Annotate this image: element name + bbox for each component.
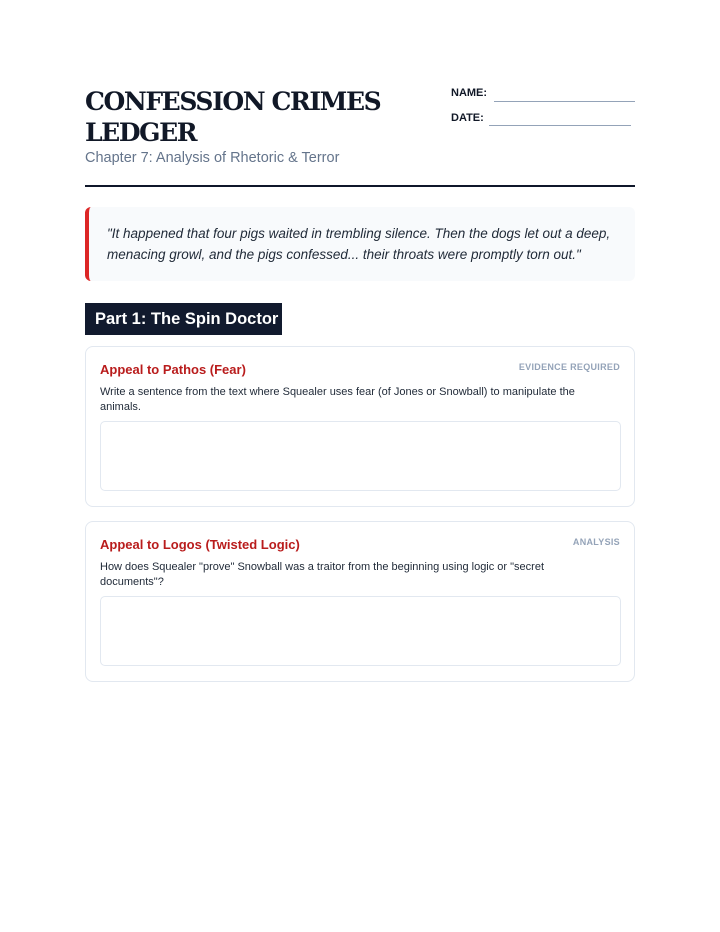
- part-1-heading: Part 1: The Spin Doctor: [85, 303, 282, 335]
- page-title: CONFESSION CRIMES LEDGER: [85, 87, 381, 147]
- page-subtitle: Chapter 7: Analysis of Rhetoric & Terror: [85, 150, 340, 166]
- answer-box[interactable]: [100, 421, 621, 491]
- question-title: Appeal to Logos (Twisted Logic): [100, 537, 300, 552]
- question-prompt: Write a sentence from the text where Squealer uses fear (of Jones or Snowball) to manipulate the animals.: [100, 386, 575, 413]
- question-tag: EVIDENCE REQUIRED: [518, 362, 620, 372]
- date-field[interactable]: [489, 125, 631, 126]
- date-label: DATE:: [451, 112, 484, 124]
- question-title: Appeal to Pathos (Fear): [100, 362, 246, 377]
- quote-block: "It happened that four pigs waited in trembling silence. Then the dogs let out a deep, menacing growl, and the pigs confessed... their throats were promptly torn out.": [85, 207, 635, 281]
- question-prompt: How does Squealer "prove" Snowball was a traitor from the beginning using logic or "secret documents"?: [100, 561, 545, 588]
- question-card-pathos: [85, 346, 635, 507]
- question-card-logos: [85, 521, 635, 682]
- worksheet-header: [85, 86, 635, 187]
- name-field[interactable]: [494, 101, 635, 102]
- question-tag: ANALYSIS: [572, 537, 620, 547]
- name-label: NAME:: [451, 87, 488, 99]
- answer-box[interactable]: [100, 596, 621, 666]
